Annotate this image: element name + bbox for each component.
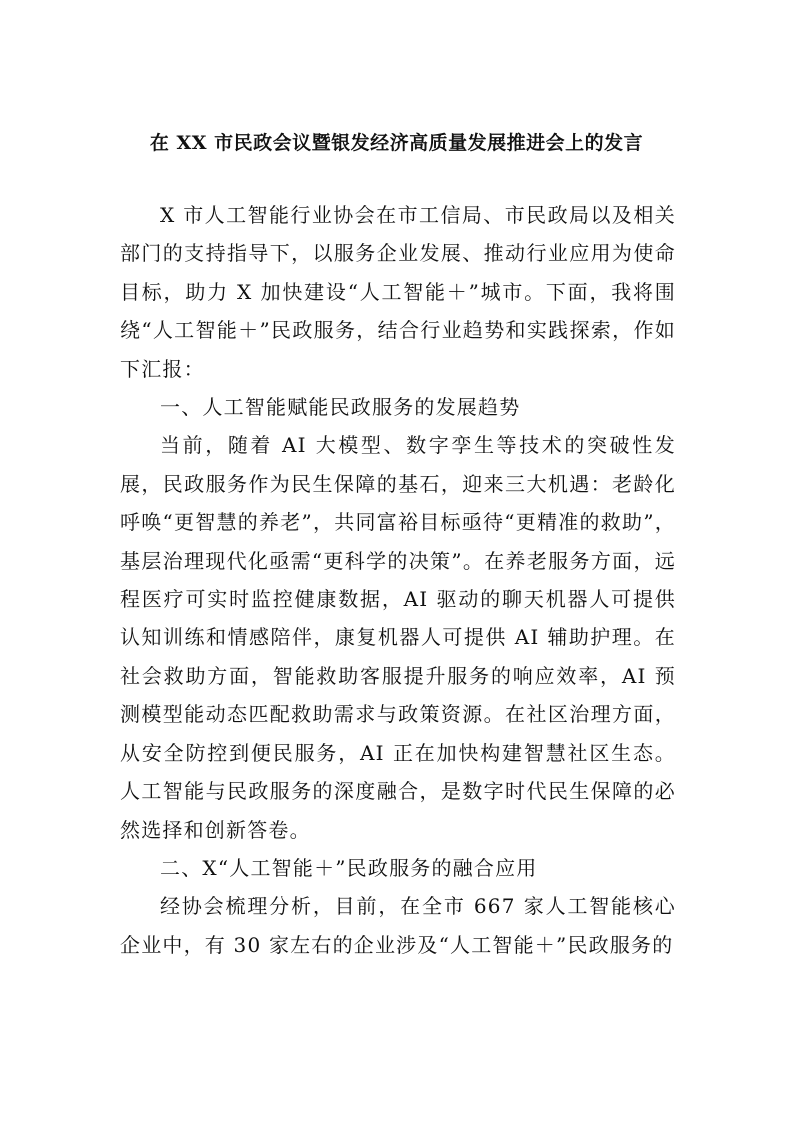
application-paragraph: 经协会梳理分析，目前，在全市 667 家人工智能核心企业中，有 30 家左右的企业涉及“人工智能＋”民政服务的: [120, 894, 676, 957]
document-title: 在 XX 市民政会议暨银发经济高质量发展推进会上的发言: [149, 132, 644, 154]
document-body: [120, 196, 676, 964]
section-heading-2: 二、X“人工智能＋”民政服务的融合应用: [160, 855, 538, 880]
intro-paragraph: X 市人工智能行业协会在市工信局、市民政局以及相关部门的支持指导下，以服务企业发展、推动行业应用为使命目标，助力 X 加快建设“人工智能＋”城市。下面，我将围绕“人工智能＋”民政服务，结合行业趋势和实践探索，作如下汇报：: [120, 203, 676, 381]
trend-paragraph: 当前，随着 AI 大模型、数字孪生等技术的突破性发展，民政服务作为民生保障的基石，迎来三大机遇：老龄化呼唤“更智慧的养老”，共同富裕目标亟待“更精准的救助”，基层治理现代化亟需“更科学的决策”。在养老服务方面，远程医疗可实时监控健康数据，AI 驱动的聊天机器人可提供认知训练和情感陪伴，康复机器人可提供 AI 辅助护理。在社会救助方面，智能救助客服提升服务的响应效率，AI 预测模型能动态匹配救助需求与政策资源。在社区治理方面，从安全防控到便民服务，AI 正在加快构建智慧社区生态。人工智能与民政服务的深度融合，是数字时代民生保障的必然选择和创新答卷。: [120, 433, 676, 842]
section-heading-1: 一、人工智能赋能民政服务的发展趋势: [160, 395, 521, 420]
